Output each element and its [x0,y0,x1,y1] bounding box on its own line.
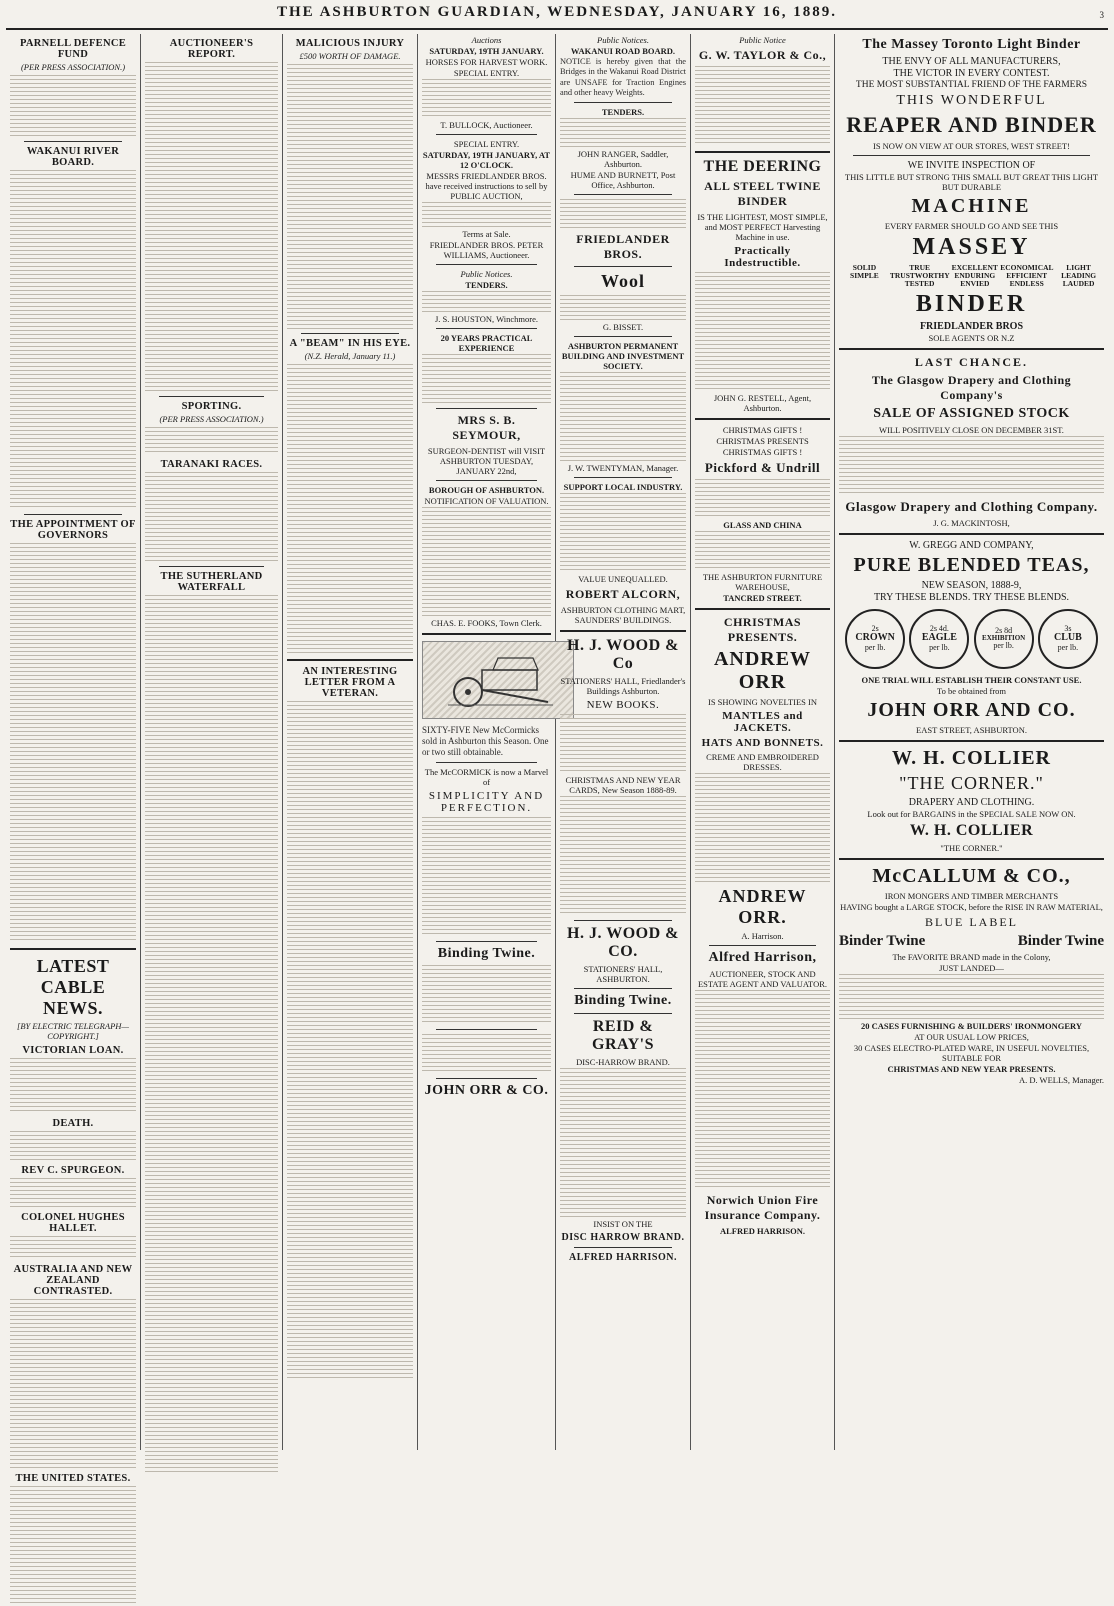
body-text [560,295,686,321]
andrew-orr-2: ANDREW ORR. [718,886,807,927]
xmas-ny-presents: CHRISTMAS AND NEW YEAR PRESENTS. [887,1063,1056,1074]
section-public-notices: Public Notices. [597,35,649,45]
body-text [695,66,830,146]
auction-horses: HORSES FOR HARVEST WORK. [425,57,548,67]
robert-alcorn: ROBERT ALCORN, [565,587,681,601]
massey-heading-2: MASSEY [912,234,1031,260]
body-text [10,1299,136,1469]
try-blends: TRY THESE BLENDS. TRY THESE BLENDS. [873,591,1070,603]
heading-malicious-injury: MALICIOUS INJURY [295,38,405,49]
disc-harrow-brand: DISC HARROW BRAND. [561,1232,685,1243]
massey-victor: THE VICTOR IN EVERY CONTEST. [893,68,1050,79]
glass-china: GLASS AND CHINA [723,520,802,530]
hume-burnett: HUME AND BURNETT, Post Office, Ashburton. [570,170,676,190]
tea-price: 3s [1064,623,1072,633]
deering-heading: THE DEERING [703,158,822,175]
deering-binder: ALL STEEL TWINE BINDER [704,179,821,208]
wool-heading: Wool [600,271,645,291]
mccormick-sold: SIXTY-FIVE New McCormicks sold in Ashburton this Season. One or two still obtainable. [422,725,549,757]
auctioneer-valuator: AUCTIONEER, STOCK AND ESTATE AGENT AND VALUATOR. [697,969,828,989]
tea-price: 2s 8d [995,625,1013,635]
binder-twine-row [839,933,1104,950]
massey-heading: The Massey Toronto Light Binder [862,37,1081,52]
body-text [422,354,551,404]
xmas-presents: CHRISTMAS PRESENTS [716,436,809,446]
body-text [560,199,686,229]
tea-unit: per lb. [864,642,886,652]
subheading-press: (PER PRESS ASSOCIATION.) [159,414,264,424]
mccormick-marvel: The McCORMICK is now a Marvel of [424,766,549,787]
binding-twine: Binding Twine. [437,945,536,961]
tea-blends [843,609,1100,669]
positively-close: WILL POSITIVELY CLOSE ON DECEMBER 31ST. [879,424,1064,435]
body-text [145,427,278,455]
column-6 [691,34,835,1450]
twentyman: J. W. TWENTYMAN, Manager. [567,463,679,473]
experience-heading: 20 YEARS PRACTICAL EXPERIENCE [440,333,533,353]
heading-united-states: THE UNITED STATES. [15,1473,131,1484]
tea-price: 2s 4d. [929,623,949,633]
mantles: MANTLES and JACKETS. [722,710,803,734]
body-text [145,472,278,562]
assigned-stock: SALE OF ASSIGNED STOCK [873,405,1070,421]
norwich-union: Norwich Union Fire Insurance Company. [704,1193,821,1222]
column-5 [556,34,691,1450]
masthead [6,2,1108,30]
masthead-title: THE ASHBURTON GUARDIAN, WEDNESDAY, JANUARY 16, 1889. [277,4,837,20]
heading-sporting: SPORTING. [181,401,242,412]
massey-qualities [839,264,1104,288]
tea-name: EXHIBITION [982,633,1026,642]
body-text [695,531,830,571]
quality-2: TRUE TRUSTWORTHY TESTED [889,263,950,288]
new-books: NEW BOOKS. [586,699,660,711]
column-2 [141,34,283,1450]
furnishing-cases: 20 CASES FURNISHING & BUILDERS' IRONMONGERY [861,1020,1082,1031]
xmas-gifts: CHRISTMAS GIFTS ! [722,425,803,435]
body-text [695,990,830,1190]
body-text [145,595,278,1475]
tea-price: 2s [871,623,879,633]
massey-little: THIS LITTLE BUT STRONG THIS SMALL BUT GREAT THIS LIGHT BUT DURABLE [844,172,1099,192]
tea-unit: per lb. [929,642,950,652]
body-text [560,118,686,148]
binder-heading: BINDER [915,290,1028,317]
wh-collier-2: W. H. COLLIER [909,821,1034,839]
body-text [145,62,278,392]
body-text [10,1236,136,1260]
tea-eagle-badge [909,609,969,669]
subheading-damage: £500 WORTH OF DAMAGE. [299,51,401,61]
every-farmer: EVERY FARMER SHOULD GO AND SEE THIS [884,221,1059,231]
reid-gray: REID & GRAY'S [592,1018,654,1053]
christmas-presents: CHRISTMAS PRESENTS. [723,615,802,644]
body-text [695,773,830,883]
special-entry: SPECIAL ENTRY. [453,68,520,78]
favorite-brand: The FAVORITE BRAND made in the Colony, [892,951,1051,962]
pure-teas: PURE BLENDED TEAS, [853,553,1090,576]
massey-envy: THE ENVY OF ALL MANUFACTURERS, [882,56,1061,67]
column-1 [6,34,141,1484]
section-public-notice: Public Notice [739,35,786,45]
gregg-company: W. GREGG AND COMPANY, [909,539,1034,551]
tender-name: J. S. HOUSTON, Winchmore. [435,314,538,324]
heading-taranaki-races: TARANAKI RACES. [160,459,263,470]
body-text [10,543,136,943]
andrew-orr: ANDREW ORR [713,648,812,693]
body-text [839,974,1104,1020]
indestructible: Practically Indestructible. [724,245,801,269]
heading-veteran-letter: AN INTERESTING LETTER FROM A VETERAN. [302,666,398,699]
john-orr: JOHN ORR AND CO. [867,698,1076,721]
ad-wells: A. D. WELLS, Manager. [1018,1074,1104,1085]
column-7 [835,34,1108,1450]
pickford-undrill: Pickford & Undrill [704,460,821,475]
heading-auctioneer-report: AUCTIONEER'S REPORT. [169,38,254,60]
stationers-hall-2: STATIONERS' HALL, ASHBURTON. [583,964,663,984]
disc-harrow: DISC-HARROW BRAND. [576,1057,670,1067]
section-auctions: Auctions [471,35,502,45]
machine-heading: MACHINE [911,195,1032,217]
auctioneer-friedlander: FRIEDLANDER BROS. PETER WILLIAMS, Auctioneer. [429,240,544,260]
hj-wood-2: H. J. WOOD & CO. [567,925,679,960]
binder-twine-left: Binder Twine [839,932,926,949]
heading-governors: THE APPOINTMENT OF GOVERNORS [10,519,136,541]
heading-parnell: PARNELL DEFENCE FUND [19,38,127,60]
massey-friend: THE MOST SUBSTANTIAL FRIEND OF THE FARMERS [855,80,1088,90]
heading-spurgeon: REV C. SPURGEON. [21,1165,125,1176]
body-text [560,1068,686,1218]
column-4 [418,34,556,1450]
wakanui-road-board: WAKANUI ROAD BOARD. [570,46,676,56]
heading-waterfall: THE SUTHERLAND WATERFALL [160,571,263,593]
mccallum: McCALLUM & CO., [872,864,1071,887]
body-text [695,272,830,392]
binder-twine-right: Binder Twine [1017,932,1104,949]
blue-label: BLUE LABEL [925,914,1018,929]
auction-date: SATURDAY, 19TH JANUARY. [429,46,544,56]
wh-collier: W. H. COLLIER [892,746,1051,769]
heading-beam-eye: A "BEAM" IN HIS EYE. [289,338,411,349]
one-trial: ONE TRIAL WILL ESTABLISH THEIR CONSTANT USE. [861,674,1082,685]
town-clerk: CHAS. E. FOOKS, Town Clerk. [431,618,542,628]
massey-invite: WE INVITE INSPECTION OF [907,160,1036,171]
binding-twine: Binding Twine. [574,993,672,1008]
section-public-notices: Public Notices. [460,269,513,279]
obtained-from: To be obtained from [936,685,1007,696]
body-text [560,493,686,573]
body-text [10,1058,136,1114]
body-text [422,965,551,1025]
usual-prices: AT OUR USUAL LOW PRICES, [914,1031,1029,1042]
drapery-clothing: DRAPERY AND CLOTHING. [908,796,1035,808]
john-orr: JOHN ORR & CO. [424,1082,549,1098]
subheading-telegraph: [BY ELECTRIC TELEGRAPH—COPYRIGHT.] [17,1021,129,1041]
body-text [560,796,686,916]
restell: JOHN G. RESTELL, Agent, Ashburton. [713,393,812,413]
body-text [560,372,686,462]
tea-name: CLUB [1053,632,1082,644]
borough-heading: BOROUGH OF ASHBURTON. [428,485,545,495]
heading-victorian-loan: VICTORIAN LOAN. [22,1045,124,1056]
heading-wakanui: WAKANUI RIVER BOARD. [26,146,120,168]
xmas-gifts-2: CHRISTMAS GIFTS ! [722,447,803,457]
body-text [287,64,413,329]
support-local: SUPPORT LOCAL INDUSTRY. [563,482,683,492]
reaper-illustration [422,641,574,719]
body-text [422,79,551,119]
mackintosh: J. G. MACKINTOSH, [933,517,1010,528]
east-street: EAST STREET, ASHBURTON. [916,724,1027,735]
body-text [422,202,551,228]
alfred-harrison: Alfred Harrison, [708,950,817,965]
friedlander-bros: FRIEDLANDER BROS [919,320,1024,332]
seymour-heading: MRS S. B. SEYMOUR, [452,413,521,442]
tea-unit: per lb. [1057,642,1079,652]
value-unequalled: VALUE UNEQUALLED. [578,574,668,584]
glasgow-heading: The Glasgow Drapery and Clothing Company's [871,372,1072,402]
body-text [10,1486,136,1606]
quality-3: EXCELLENT ENDURING ENVIED [951,263,998,288]
the-corner-2: "THE CORNER." [940,842,1003,853]
subheading-press: (PER PRESS ASSOCIATION.) [20,62,126,72]
novelties: IS SHOWING NOVELTIES IN [708,697,817,707]
auction-date: SATURDAY, 19TH JANUARY, AT 12 O'CLOCK. [422,150,551,170]
heading-death: DEATH. [52,1118,94,1129]
body-text [10,75,136,137]
column-3 [283,34,418,1450]
sole-agents: SOLE AGENTS OR N.Z [928,332,1015,343]
body-text [10,170,136,510]
body-text [422,1034,551,1074]
tea-exhibition-badge [974,609,1034,669]
glasgow-heading-2: Glasgow Drapery and Clothing Company. [845,498,1098,514]
hj-wood: H. J. WOOD & Co [567,637,679,672]
hats-bonnets: HATS AND BONNETS. [701,737,824,749]
tea-crown-badge [845,609,905,669]
last-chance: LAST CHANCE. [914,354,1029,369]
look-out: Look out for BARGAINS in the SPECIAL SALE NOW ON. [867,808,1076,819]
wakanui-notice: NOTICE is hereby given that the Bridges in the Wakanui Road District are UNSAFE for Traction Engines and other heavy Weights. [560,57,686,97]
insist-on: INSIST ON THE [593,1219,653,1229]
body-text [287,364,413,654]
body-text [560,714,686,774]
body-text [839,436,1104,496]
quality-5: LIGHT LEADING LAUDED [1061,263,1097,288]
alfred-harrison-2: ALFRED HARRISON. [719,1226,805,1236]
new-season: NEW SEASON, 1888-9, [921,579,1022,591]
body-text [287,701,413,1381]
body-text [422,291,551,313]
deering-lightest: IS THE LIGHTEST, MOST SIMPLE, and MOST PERFECT Harvesting Machine in use. [697,212,828,242]
quality-4: ECONOMICAL EFFICIENT ENDLESS [1000,263,1054,288]
valuation-heading: NOTIFICATION OF VALUATION. [424,496,549,506]
auction-instructions: MESSRS FRIEDLANDER BROS. have received instructions to sell by PUBLIC AUCTION, [425,171,548,201]
simplicity-heading: SIMPLICITY AND PERFECTION. [428,789,545,814]
having-bought: HAVING bought a LARGE STOCK, before the RISE IN RAW MATERIAL, [840,901,1103,912]
tea-name: EAGLE [921,632,957,644]
electro-plated: 30 CASES ELECTRO-PLATED WARE, IN USEFUL NOVELTIES, SUITABLE FOR [853,1042,1090,1063]
heading-australia: AUSTRALIA AND NEW ZEALAND CONTRASTED. [13,1264,133,1297]
subheading-herald: (N.Z. Herald, January 11.) [304,351,396,361]
alfred-harrison: ALFRED HARRISON. [568,1252,677,1263]
furniture-warehouse: THE ASHBURTON FURNITURE WAREHOUSE, [702,572,823,592]
page-number: 3 [1099,10,1104,20]
tea-unit: per lb. [993,641,1014,651]
a-harrison: A. Harrison. [741,931,784,941]
body-text [10,1131,136,1161]
tenders-heading: TENDERS. [601,107,645,117]
tenders-heading: TENDERS. [465,280,508,290]
massey-wonderful: THIS WONDERFUL [896,93,1047,108]
body-text [695,479,830,519]
tea-name: CROWN [855,632,895,644]
massey-view: IS NOW ON VIEW AT OUR STORES, WEST STREET! [872,141,1070,151]
heading-cable-news: LATEST CABLE NEWS. [36,956,110,1018]
tancred-street: TANCRED STREET. [723,593,802,603]
body-text [422,507,551,617]
heading-hallet: COLONEL HUGHES HALLET. [21,1212,125,1234]
body-text [10,1178,136,1208]
building-society: ASHBURTON PERMANENT BUILDING AND INVESTMENT SOCIETY. [561,341,685,371]
john-ranger: JOHN RANGER, Saddler, Ashburton. [577,149,669,169]
xmas-cards: CHRISTMAS AND NEW YEAR CARDS, New Season 1888-89. [565,775,681,795]
iron-mongers: IRON MONGERS AND TIMBER MERCHANTS [884,890,1059,901]
special-entry: SPECIAL ENTRY. [453,139,520,149]
reaper-binder: REAPER AND BINDER [846,112,1097,137]
g-bisset: G. BISSET. [602,322,644,332]
tea-club-badge [1038,609,1098,669]
creme-dresses: CREME AND EMBROIDERED DRESSES. [706,752,819,772]
gw-taylor: G. W. TAYLOR & Co., [698,48,827,62]
the-corner: "THE CORNER." [899,772,1044,793]
seymour-sub: SURGEON-DENTIST will VISIT ASHBURTON TUESDAY, JANUARY 22nd, [427,446,546,476]
stationers-hall: STATIONERS' HALL, Friedlander's Buildings Ashburton. [560,676,686,696]
friedlander-bros: FRIEDLANDER BROS. [576,232,670,261]
alcorn-address: ASHBURTON CLOTHING MART, SAUNDERS' BUILDINGS. [560,605,686,625]
just-landed: JUST LANDED— [939,962,1004,973]
body-text [422,817,551,937]
quality-1: SOLID SIMPLE [850,263,879,280]
reaper-machine-icon [438,650,558,710]
terms: Terms at Sale. [462,229,511,239]
auctioneer-bullock: T. BULLOCK, Auctioneer. [440,120,533,130]
